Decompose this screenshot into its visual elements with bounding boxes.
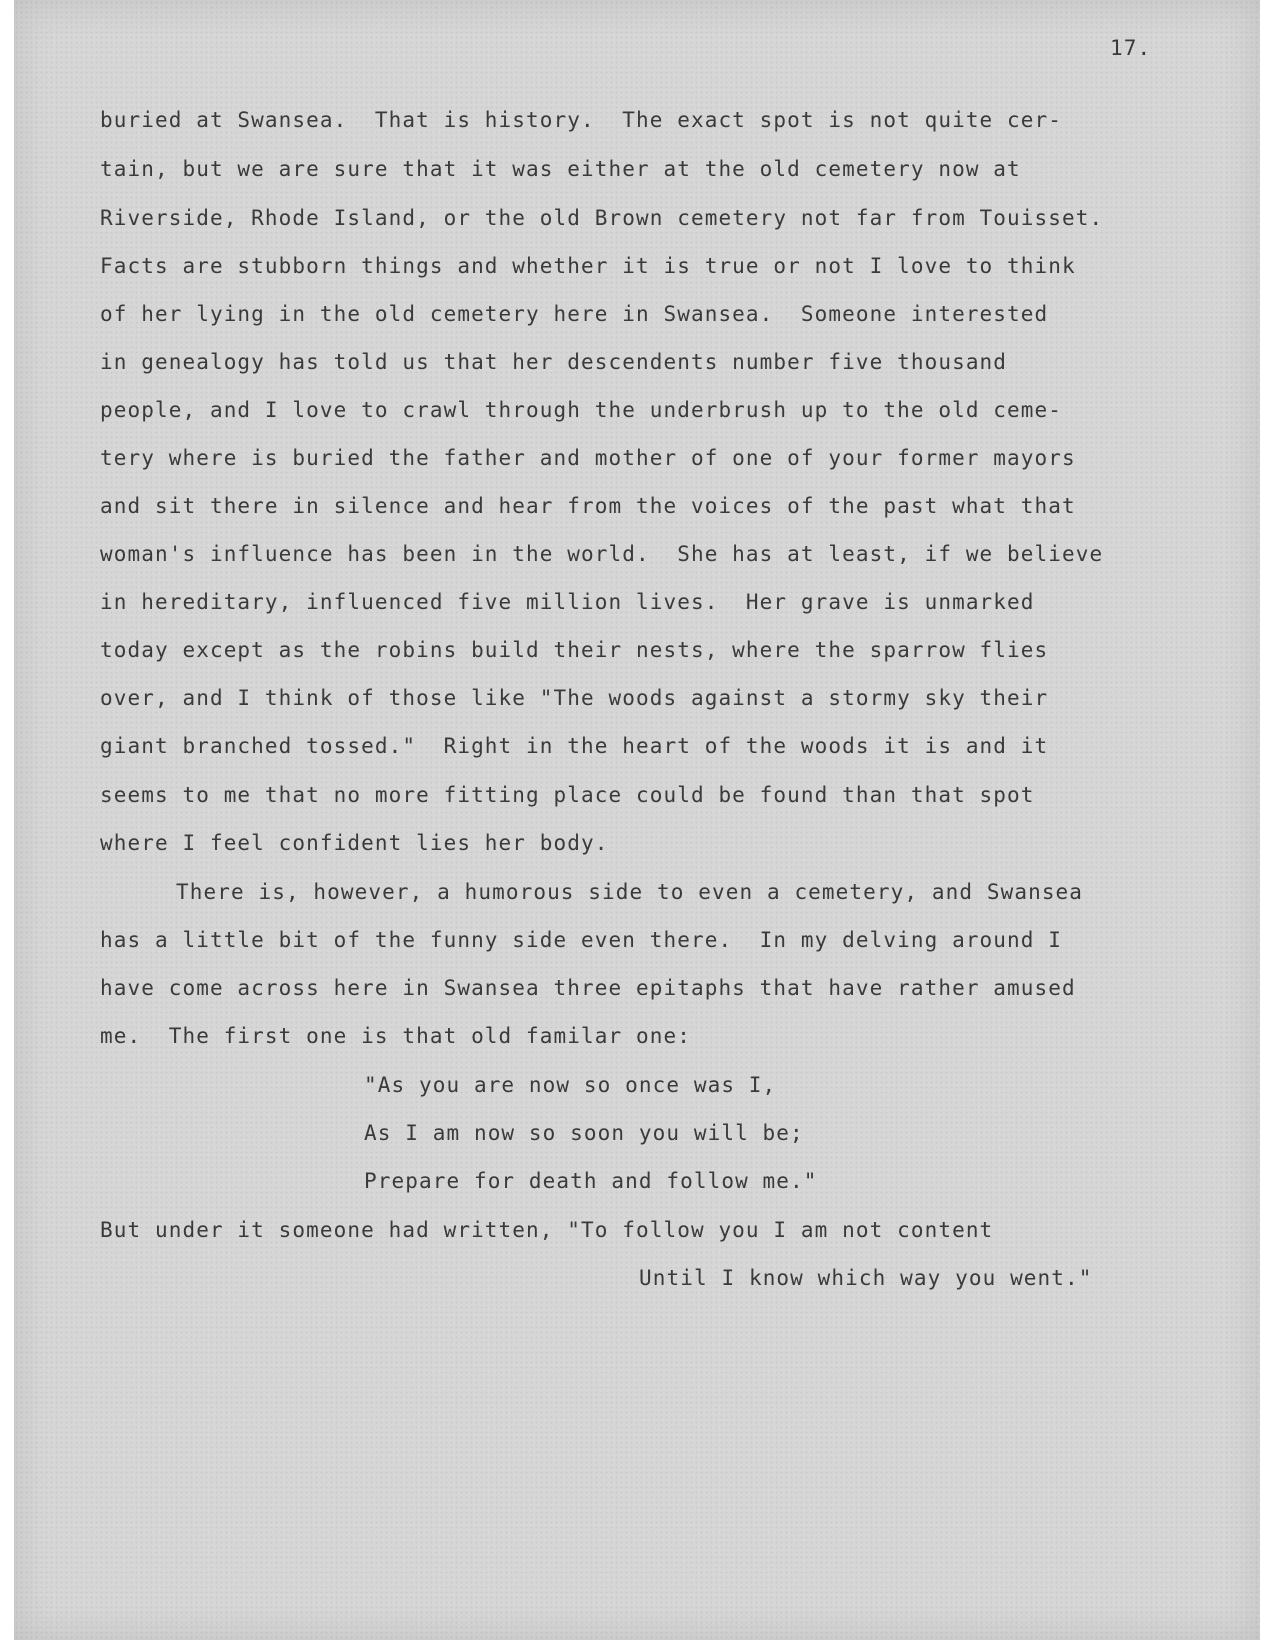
text-line: of her lying in the old cemetery here in Swansea. Someone interested: [100, 302, 1049, 326]
epitaph-line: Prepare for death and follow me.": [364, 1169, 818, 1193]
typed-page: [14, 0, 1260, 1640]
text-line: people, and I love to crawl through the underbrush up to the old ceme-: [100, 398, 1063, 422]
response-line-continuation: Until I know which way you went.": [639, 1266, 1093, 1290]
text-line: giant branched tossed." Right in the heart of the woods it is and it: [100, 734, 1049, 758]
text-line: tery where is buried the father and mother of one of your former mayors: [100, 446, 1076, 470]
text-line: tain, but we are sure that it was either at the old cemetery now at: [100, 157, 1021, 181]
text-line: where I feel confident lies her body.: [100, 831, 609, 855]
text-line: has a little bit of the funny side even there. In my delving around I: [100, 928, 1063, 952]
text-line: today except as the robins build their nests, where the sparrow flies: [100, 638, 1049, 662]
text-line: Riverside, Rhode Island, or the old Brown cemetery not far from Touisset.: [100, 206, 1104, 230]
text-line: Facts are stubborn things and whether it is true or not I love to think: [100, 254, 1076, 278]
text-line: me. The first one is that old familar one:: [100, 1024, 691, 1048]
epitaph-line: "As you are now so once was I,: [364, 1073, 777, 1097]
text-line: in genealogy has told us that her descendents number five thousand: [100, 350, 1008, 374]
epitaph-line: As I am now so soon you will be;: [364, 1121, 804, 1145]
text-line: have come across here in Swansea three epitaphs that have rather amused: [100, 976, 1076, 1000]
text-line: buried at Swansea. That is history. The exact spot is not quite cer-: [100, 108, 1063, 132]
text-line: There is, however, a humorous side to even a cemetery, and Swansea: [176, 880, 1084, 904]
text-line: seems to me that no more fitting place could be found than that spot: [100, 783, 1035, 807]
text-line: over, and I think of those like "The woods against a stormy sky their: [100, 686, 1049, 710]
response-line: But under it someone had written, "To follow you I am not content: [100, 1218, 994, 1242]
text-line: and sit there in silence and hear from the voices of the past what that: [100, 494, 1076, 518]
text-line: in hereditary, influenced five million lives. Her grave is unmarked: [100, 590, 1035, 614]
page-number: 17.: [1110, 36, 1152, 60]
text-line: woman's influence has been in the world. She has at least, if we believe: [100, 542, 1104, 566]
